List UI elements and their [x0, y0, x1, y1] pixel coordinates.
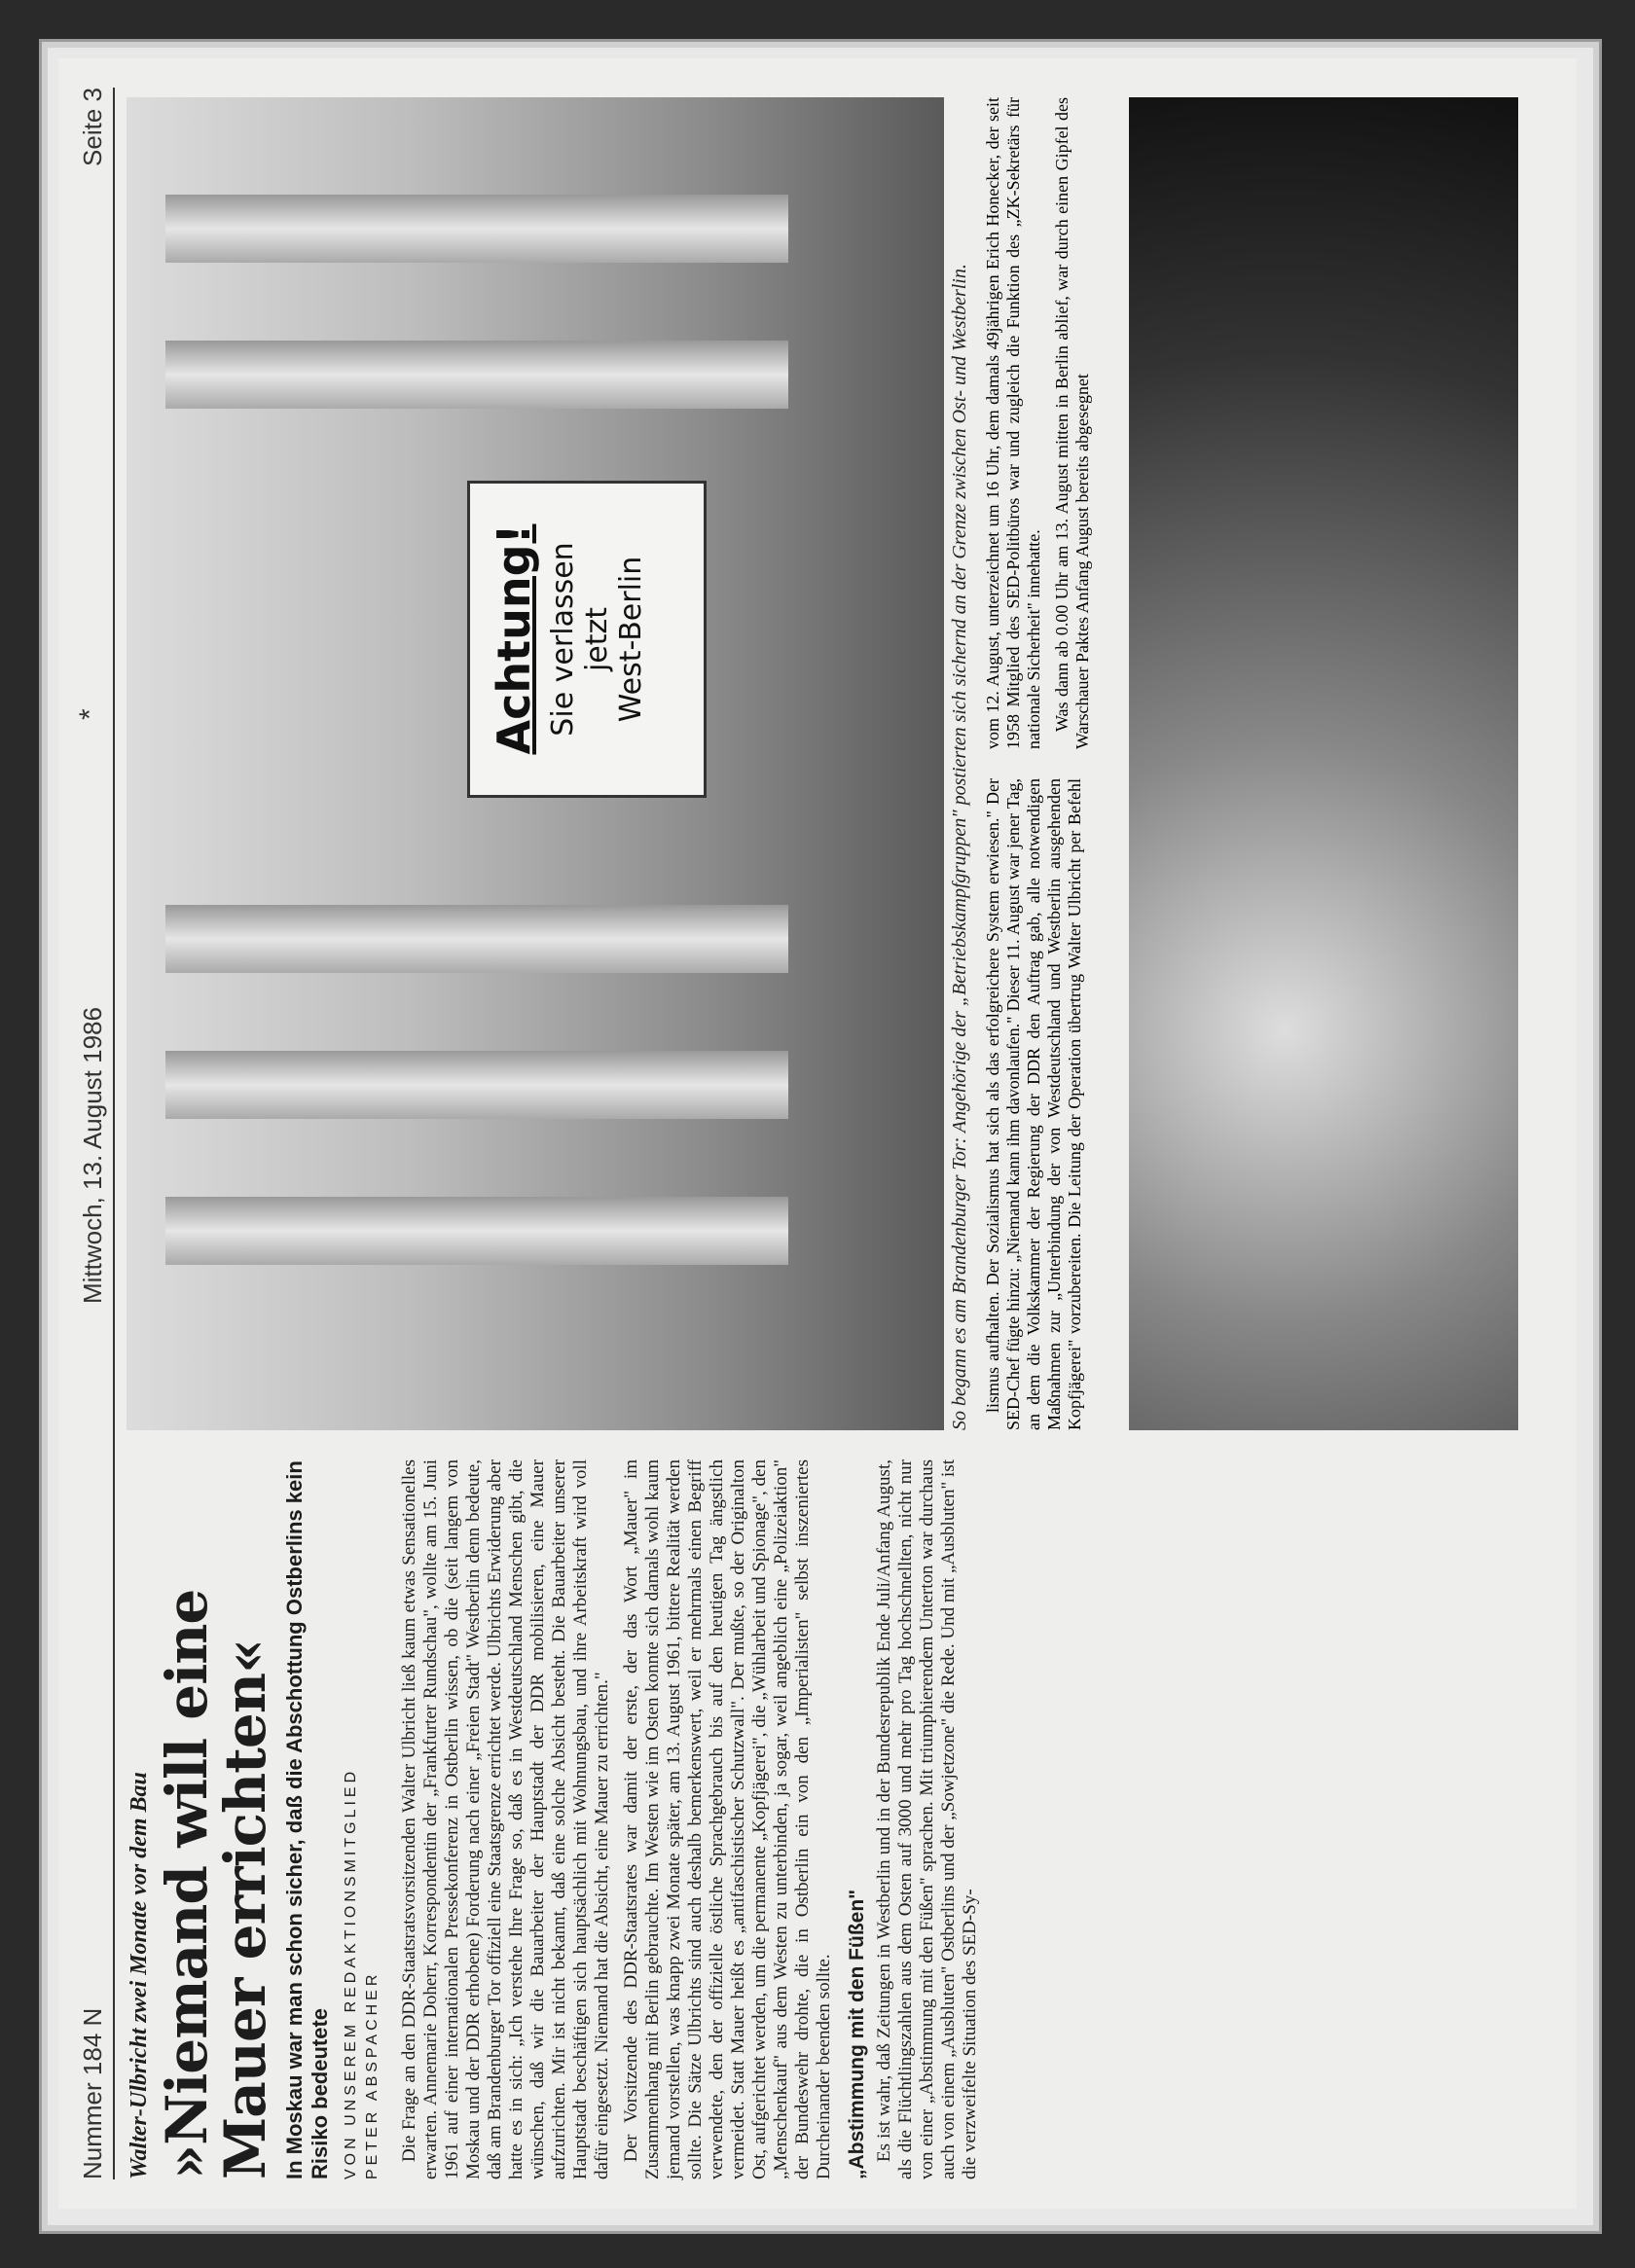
warning-sign: [467, 481, 707, 798]
page-header: [68, 88, 115, 2179]
star-mark: *: [74, 708, 106, 720]
photo-crowd-fists: [1129, 97, 1518, 1430]
gate-pillar: [165, 1051, 788, 1119]
article-subhead: In Moskau war man schon sicher, daß die Abschottung Ostberlins kein Risiko bedeutete: [282, 1460, 332, 2179]
issue-date: Mittwoch, 13. August 1986: [78, 1007, 107, 1304]
column-2-text: [983, 97, 1093, 1430]
page-number: Seite 3: [78, 88, 107, 166]
sign-line-3: jetzt: [580, 606, 614, 672]
gate-pillar: [165, 195, 788, 263]
article: [127, 1459, 1567, 2179]
article-headline: »Niemand will eine Mauer errichten«: [154, 1589, 278, 2179]
gate-pillar: [165, 1197, 788, 1265]
sign-line-4: West-Berlin: [614, 556, 648, 723]
photo-caption: So begann es am Brandenburger Tor: Angehörige der „Betriebskampfgruppen" postierten sich sichernd an der Grenze zwischen Ost- und Westberlin.: [949, 264, 970, 1430]
gate-pillar: [165, 341, 788, 409]
byline-line1: VON UNSEREM REDAKTIONSMITGLIED: [343, 1767, 359, 2179]
article-byline: [341, 1459, 383, 2179]
sign-line-1: Achtung!: [488, 523, 540, 755]
article-column-1: [399, 1459, 989, 2179]
article-paragraph: lismus aufhalten. Der Sozialismus hat sich als das erfolgreichere System erwiesen." Der SED-Chef fügte hinzu: „Niemand kann ihm davonlaufen." Dieser 11. August war jener Tag, an dem die Volkskammer der Regierung der DDR den Auftrag gab, alle notwendigen Maßnahmen zur „Unterbindung der von Westdeutschland und Westberlin ausgehenden Kopfjägerei" vorzubereiten. Die Leitung der Operation übertrug Walter Ulbricht per Befehl vom 12. August, unterzeichnet um 16 Uhr, dem damals 49jährigen Erich Honecker, der seit 1958 Mitglied des SED-Politbüros war und zugleich die Funktion des „ZK-Sekretärs für nationale Sicherheit" innehatte.: [983, 97, 1084, 1430]
newspaper-page: [58, 58, 1577, 2209]
rotated-page-content: [58, 58, 1577, 2209]
article-paragraph: Was dann ab 0.00 Uhr am 13. August mitten in Berlin ablief, war durch einen Gipfel des Warschauer Paktes Anfang August bereits abgesegnet: [1052, 97, 1092, 749]
photo-brandenburg-gate: [127, 97, 944, 1430]
byline-line2: PETER ABSPACHER: [364, 1970, 381, 2179]
article-paragraph: Die Frage an den DDR-Staatsratsvorsitzenden Walter Ulbricht ließ kaum etwas Sensationelles erwarten. Annemarie Doherr, Korrespondentin der „Frankfurter Rundschau", wollte am 15. Juni 1961 auf einer internationalen Pressekonferenz in Ostberlin wissen, ob die (seit langem von Moskau und der DDR erhobene) Forderung nach einer „Freien Stadt" Westberlin denn bedeute, daß am Brandenburger Tor offiziell eine Staatsgrenze errichtet werde. Ulbrichts Erwiderung aber hatte es in sich: „Ich verstehe Ihre Frage so, daß es in Westdeutschland Menschen gibt, die wünschen, daß wir die Bauarbeiter der Hauptstadt der DDR mobilisieren, eine Mauer aufzurichten. Mir ist nicht bekannt, daß eine solche Absicht besteht. Die Bauarbeiter unserer Hauptstadt beschäftigen sich hauptsächlich mit Wohnungsbau, und ihre Arbeitskraft wird voll dafür eingesetzt. Niemand hat die Absicht, eine Mauer zu errichten.": [399, 1459, 612, 2179]
article-section-heading: „Abstimmung mit den Füßen": [846, 1889, 868, 2179]
article-paragraph: Es ist wahr, daß Zeitungen in Westberlin und in der Bundesrepublik Ende Juli/Anfang August, als die Flüchtlingszahlen aus dem Osten auf 3000 und mehr pro Tag hochschnellten, nicht nur von einer „Abstimmung mit den Füßen" sprachen. Mit triumphierendem Unterton war durchaus auch von einem „Ausbluten" Ostberlins und der „Sowjetzone" die Rede. Und mit „Ausbluten" ist die verzweifelte Situation des SED-Sy-: [874, 1459, 980, 2179]
article-kicker: Walter-Ulbricht zwei Monate vor dem Bau: [127, 1772, 152, 2179]
issue-number: Nummer 184 N: [78, 2007, 107, 2179]
sign-line-2: Sie verlassen: [546, 542, 580, 737]
article-paragraph: Der Vorsitzende des DDR-Staatsrates war damit der erste, der das Wort „Mauer" im Zusammenhang mit Berlin gebrauchte. Im Westen wie im Osten konnte sich damals wohl kaum jemand vorstellen, was knapp zwei Monate später, am 13. August 1961, bittere Realität werden sollte. Die Sätze Ulbrichts sind auch deshalb bemerkenswert, weil er mehrmals einen Begriff verwendete, den der offizielle östliche Sprachgebrauch bis auf den heutigen Tag ängstlich vermeidet. Statt Mauer heißt es „antifaschistischer Schutzwall". Der mußte, so der Originalton Ost, aufgerichtet werden, um die permanente „Kopfjägerei", die „Wühlarbeit und Spionage", den „Menschenkauf" aus dem Westen zu unterbinden, ja sogar, weil angeblich eine „Polizeiaktion" der Bundeswehr drohte, die in Ostberlin ein von den „Imperialisten" selbst inszeniertes Durcheinander beenden sollte.: [621, 1459, 834, 2179]
article-column-2: [983, 97, 1119, 1430]
gate-pillar: [165, 905, 788, 973]
